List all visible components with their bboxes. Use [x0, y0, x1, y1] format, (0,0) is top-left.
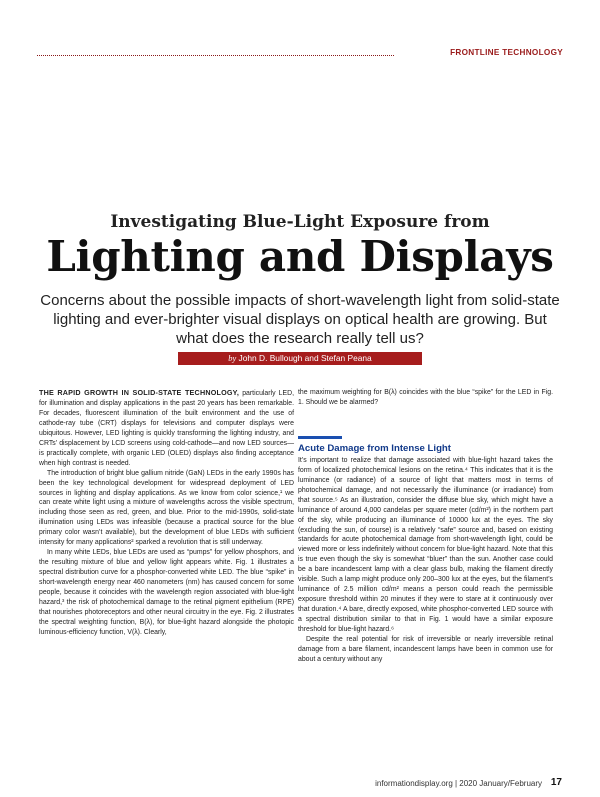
section-divider — [298, 436, 342, 439]
pre-title: Investigating Blue-Light Exposure from — [110, 212, 490, 232]
paragraph-5: Despite the real potential for risk of irreversible or nearly irreversible retinal damage from a bare filament, incandescent lamps have been in common use for about a century without any — [298, 636, 553, 663]
page-number: 17 — [550, 777, 562, 788]
paragraph-4: It’s important to realize that damage associated with blue-light hazard takes the form of localized photochemical lesions on the retina.⁴ This indicates that it is the luminance (or radiance) of a source of light that matters most in terms of photochemical damage, and not necessarily the illuminance (or irradiance) from that source.⁵ As an illustration, consider the diffuse blue sky, which might have a luminance of around 4,000 candelas per square meter (cd/m²) in the northern part of the sky, while producing an illuminance of 10000 lux at the eyes. The sky (excluding the sun, of course) is a relatively “safe” source and, based on existing standards for acute photochemical damage from short-wavelength light, could be viewed more or less indefinitely without concern for blue-light hazard. Note that this is true even though the sky is somewhat “bluer” than the sun. Another case could be a bare incandescent lamp with a clear glass bulb, making the filament directly visible. Such a lamp might produce only 200–300 lux at the eyes, but the filament’s luminance of 2.5 million cd/m² means a person could reach the permissible exposure threshold within 20 minutes if they were to stare at it continuously over that duration.⁴ A bare, directly exposed, white phosphor-converted LED source with a spectral distribution similar to that in Fig. 1 would have a similar exposure threshold for blue-light hazard.⁶ — [298, 456, 553, 634]
paragraph-3: In many white LEDs, blue LEDs are used as “pumps” for yellow phosphors, and the resulting mixture of blue and yellow light appears white. Fig. 1 illustrates a spectral distribution curve for a phosphor-converted white LED. The blue “spike” in short-wavelength energy near 460 nanometers (nm) has caused concern for some people, because it coincides with the wavelength region associated with blue-light hazard,³ the risk of photochemical damage to the retinal pigment epithelium (RPE) that nourishes photoreceptors and other neural circuitry in the eye. Fig. 2 illustrates the spectral weighting function, B(λ), for blue-light hazard alongside the photopic luminous-efficiency function, V(λ). Clearly, — [39, 549, 294, 636]
paragraph-2: The introduction of bright blue gallium nitride (GaN) LEDs in the early 1990s has been the key technological development for widespread deployment of LED sources in lighting and display applications. As we know from color science,¹ we can create white light using a mixture of wavelengths across the visible spectrum, including those seen as red, green, and blue. Prior to the mid-1990s, solid-state illumination using LEDs was infeasible (because a practical source for the blue primary color wasn’t available), but the development of blue LEDs with sufficient intensity for many applications² sparked a revolution that is still underway. — [39, 469, 294, 547]
paragraph-continued: the maximum weighting for B(λ) coincides with the blue “spike” for the LED in Fig. 1. Should we be alarmed? — [298, 389, 553, 406]
footer-source: informationdisplay.org | 2020 January/February — [375, 779, 542, 788]
header-rule — [37, 55, 394, 56]
deck-subtitle: Concerns about the possible impacts of short-wavelength light from solid-state lighting and ever-brighter visual displays on optical health are growing. But what does the research really tell us? — [40, 292, 560, 347]
paragraph-1 — [39, 388, 294, 469]
lead-in: THE RAPID GROWTH IN SOLID-STATE TECHNOLOGY, — [39, 388, 240, 397]
right-column — [298, 388, 553, 665]
byline — [178, 352, 422, 365]
left-column — [39, 388, 294, 638]
section-heading: Acute Damage from Intense Light — [298, 442, 451, 454]
byline-prefix: by — [228, 354, 237, 363]
paragraph-1-text: particularly LED, for illumination and display applications in the past 20 years has been remarkable. For decades, fluorescent illumination of the built environment and the use of cathode-ray tube (CRT) displays for televisions and computer displays were ubiquitous. However, LED lighting is quickly transforming the lighting industry, and CRTs’ displacement by LCD screens using cold-cathode—and now LED sources—is practically complete, with organic LED (OLED) displays also finding acceptance when high contrast is needed. — [39, 390, 294, 467]
byline-authors: John D. Bullough and Stefan Peana — [238, 353, 372, 363]
section-label: FRONTLINE TECHNOLOGY — [450, 48, 563, 57]
page-title: Lighting and Displays — [46, 232, 554, 281]
